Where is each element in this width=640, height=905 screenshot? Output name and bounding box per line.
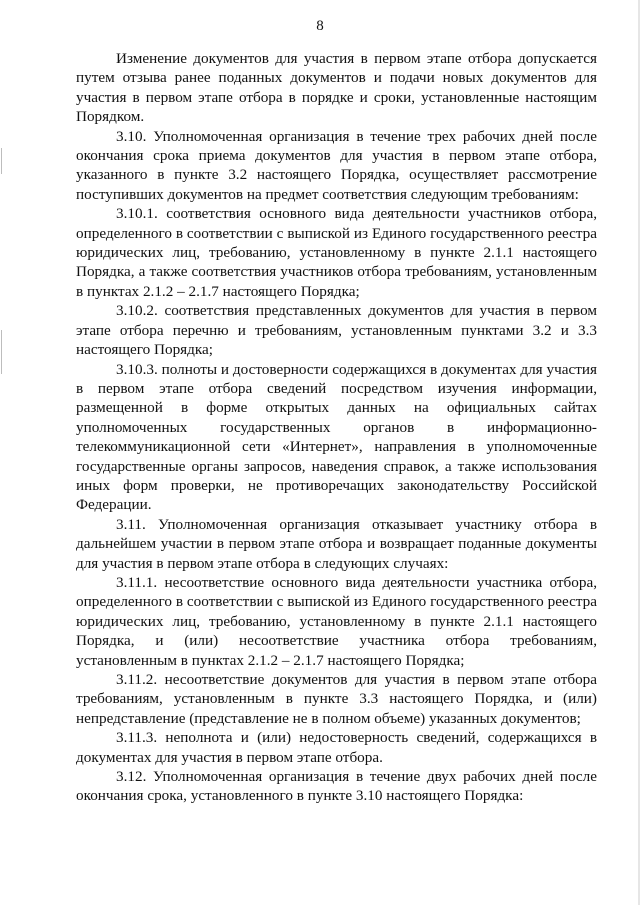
paragraph-3-11-3: 3.11.3. неполнота и (или) недостоверность сведений, содержащихся в документах для участия в первом этапе отбора.	[76, 729, 597, 766]
scan-margin-mark	[1, 148, 2, 174]
paragraph-3-11-2: 3.11.2. несоответствие документов для участия в первом этапе отбора требованиям, установленным в пункте 3.3 настоящего Порядка, и (или) непредставление (представление не в полном объеме) указанных документов;	[76, 671, 597, 727]
scan-margin-mark	[1, 330, 2, 374]
paragraph-3-10-2: 3.10.2. соответствия представленных документов для участия в первом этапе отбора перечню и требованиям, установленным пунктами 3.2 и 3.3 настоящего Порядка;	[76, 302, 597, 359]
paragraph-3-10-3: 3.10.3. полноты и достоверности содержащихся в документах для участия в первом этапе отбора сведений посредством изучения информации, размещенной в форме открытых данных на официальных сайтах уполномоченных государственных органов в информационно-телекоммуникационной сети «Интернет», направления в уполномоченные государственные органы запросов, наведения справок, а также использования иных форм проверки, не противоречащих законодательству Российской Федерации.	[76, 360, 597, 514]
paragraph-3-12: 3.12. Уполномоченная организация в течение двух рабочих дней после окончания срока, установленного в пункте 3.10 настоящего Порядка:	[76, 768, 597, 805]
paragraph-3-10: 3.10. Уполномоченная организация в течение трех рабочих дней после окончания срока приема документов для участия в первом этапе отбора, указанного в пункте 3.2 настоящего Порядка, осуществляет рассмотрение поступивших документов на предмет соответствия следующим требованиям:	[76, 127, 597, 203]
paragraph-3-11: 3.11. Уполномоченная организация отказывает участнику отбора в дальнейшем участии в первом этапе отбора и возвращает поданные документы для участия в первом этапе отбора в следующих случаях:	[76, 515, 597, 572]
paragraph-3-10-1: 3.10.1. соответствия основного вида деятельности участников отбора, определенного в соответствии с выпиской из Единого государственного реестра юридических лиц, требованию, установленному в пункте 2.1.1 настоящего Порядка, а также соответствия участников отбора требованиям, установленным в пунктах 2.1.2 – 2.1.7 настоящего Порядка;	[76, 205, 597, 300]
paragraph-document-change: Изменение документов для участия в первом этапе отбора допускается путем отзыва ранее поданных документов и подачи новых документов для участия в первом этапе отбора в порядке и сроки, установленные настоящим Порядком.	[76, 50, 597, 126]
page-number: 8	[316, 18, 324, 34]
document-body	[76, 49, 597, 806]
paragraph-3-11-1: 3.11.1. несоответствие основного вида деятельности участника отбора, определенного в соответствии с выпиской из Единого государственного реестра юридических лиц, требованию, установленному в пункте 2.1.1 настоящего Порядка, и (или) несоответствие участника отбора требованиям, установленным в пунктах 2.1.2 – 2.1.7 настоящего Порядка;	[76, 573, 597, 669]
